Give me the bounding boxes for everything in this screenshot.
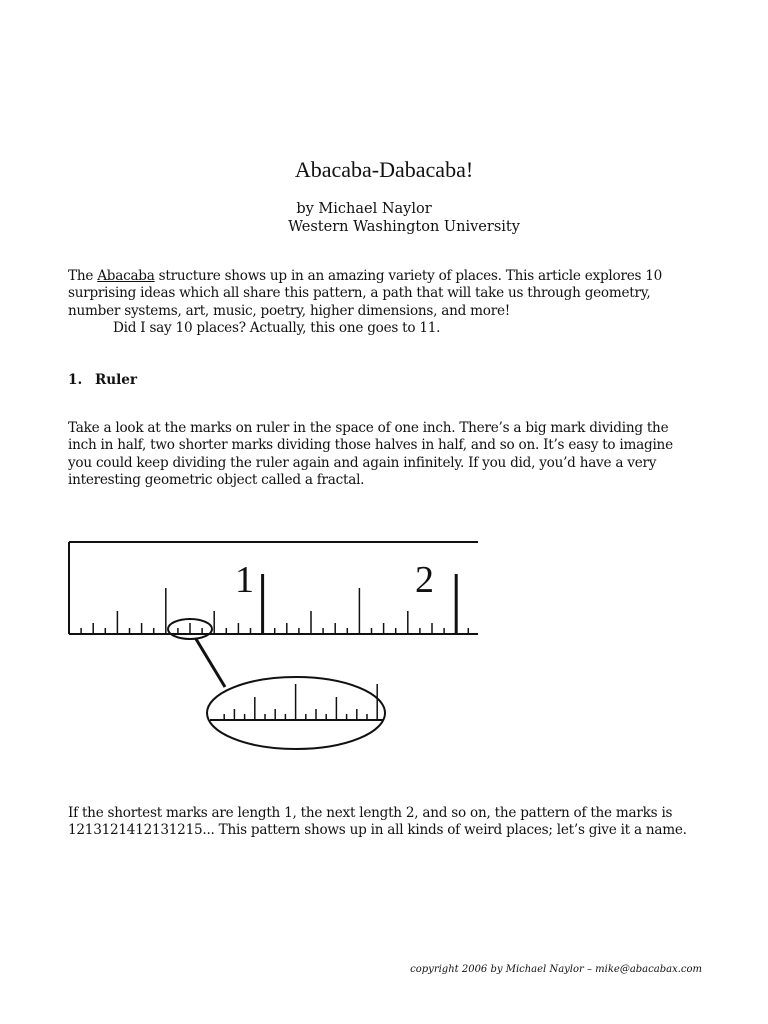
page-title: Abacaba-Dabacaba! — [294, 157, 474, 182]
ruler-paragraph-line: inch in half, two shorter marks dividing those halves in half, and so on. It’s easy to imagine — [68, 437, 673, 454]
copyright-footer: copyright 2006 by Michael Naylor – mike@abacabax.com — [410, 964, 702, 975]
ruler-paragraph-line: you could keep dividing the ruler again and again infinitely. If you did, you’d have a very — [68, 454, 657, 471]
ruler-paragraph-line: interesting geometric object called a fractal. — [68, 472, 365, 489]
ruler-paragraph — [68, 420, 708, 490]
section-title: Ruler — [94, 372, 138, 388]
ruler-illustration — [62, 535, 492, 755]
section-number: 1. — [68, 372, 83, 388]
intro-line-2: surprising ideas which all share this pattern, a path that will take us through geometry, — [68, 285, 651, 302]
author-name: by Michael Naylor — [296, 201, 432, 217]
intro-line-4: Did I say 10 places? Actually, this one goes to 11. — [113, 320, 441, 337]
intro-paragraph — [68, 268, 708, 338]
ruler-label-2: 2 — [415, 559, 434, 601]
intro-line-1: The Abacaba structure shows up in an amazing variety of places. This article explores 10 — [68, 268, 663, 284]
ruler-ticks — [81, 574, 468, 634]
author-affiliation: Western Washington University — [288, 219, 520, 235]
pattern-paragraph — [68, 805, 708, 840]
intro-line-3: number systems, art, music, poetry, higher dimensions, and more! — [68, 302, 510, 319]
zoom-ticks — [224, 684, 377, 720]
zoom-connector-line — [196, 639, 225, 687]
abacaba-link[interactable]: Abacaba — [97, 268, 155, 284]
section-heading-ruler — [68, 372, 137, 388]
pattern-paragraph-line: 1213121412131215... This pattern shows up in all kinds of weird places; let’s give it a name. — [68, 822, 687, 839]
ruler-figure — [62, 535, 492, 755]
pattern-paragraph-line: If the shortest marks are length 1, the next length 2, and so on, the pattern of the marks is — [68, 805, 673, 821]
ruler-paragraph-line: Take a look at the marks on ruler in the space of one inch. There’s a big mark dividing the — [68, 420, 669, 436]
ruler-label-1: 1 — [235, 559, 254, 601]
